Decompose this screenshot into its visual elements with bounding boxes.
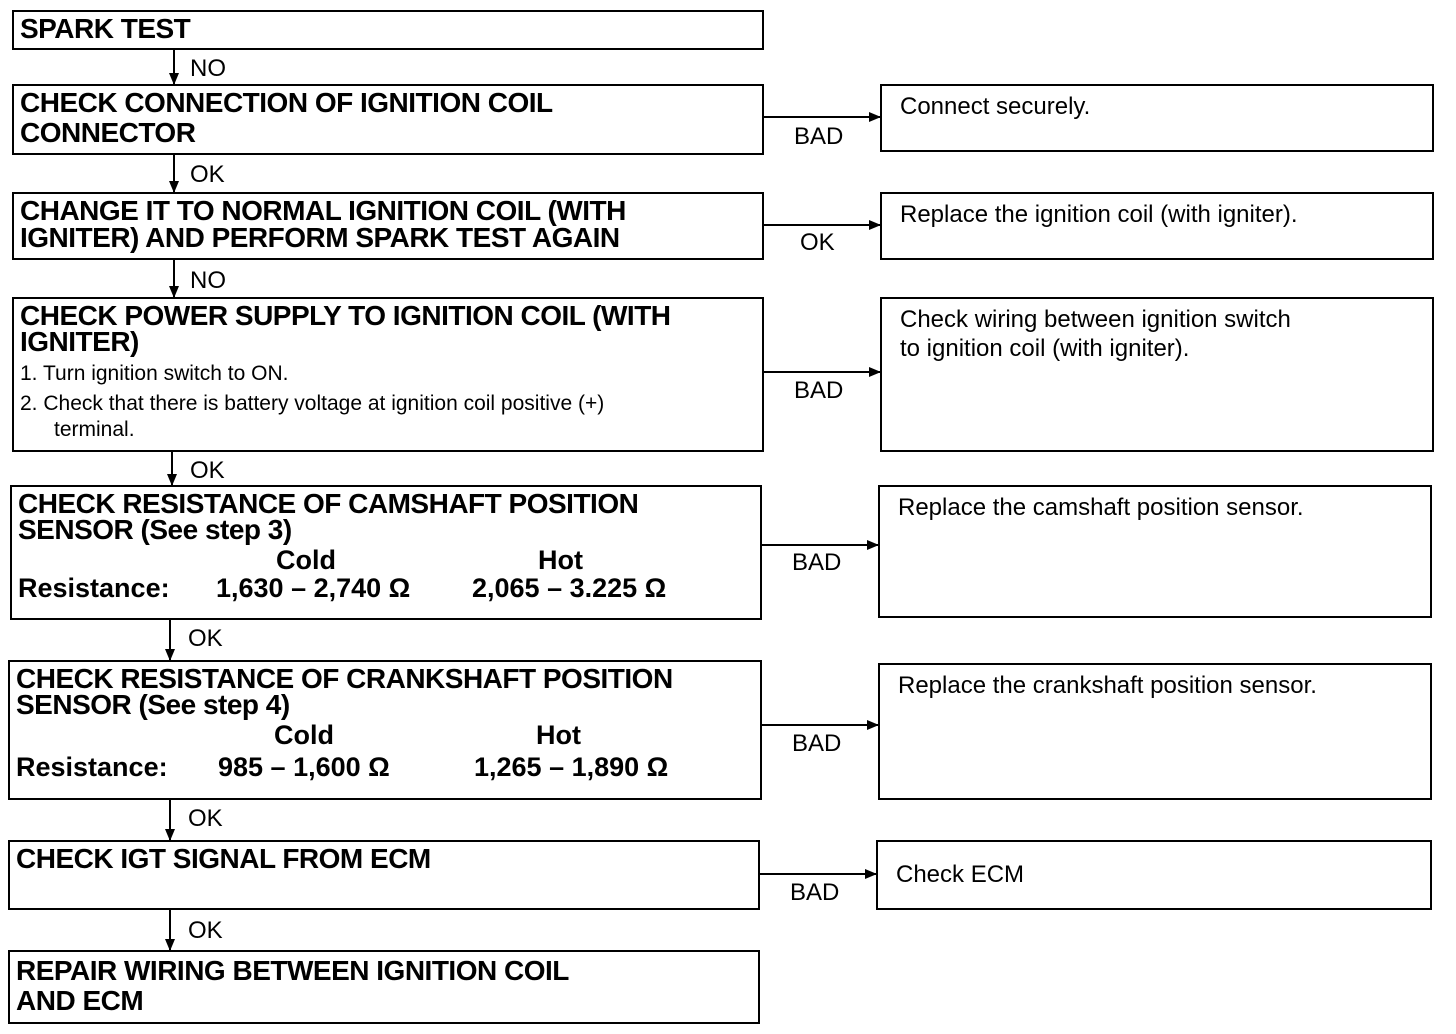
action-text: Replace the ignition coil (with igniter). bbox=[900, 201, 1298, 228]
hot-resistance-value: 1,265 – 1,890 Ω bbox=[474, 752, 669, 782]
action-text: Connect securely. bbox=[900, 93, 1091, 120]
side-label-3: BAD bbox=[794, 377, 844, 404]
cold-header: Cold bbox=[274, 720, 334, 750]
step-spark-test bbox=[12, 10, 764, 50]
step-instruction-continuation: terminal. bbox=[54, 418, 135, 441]
step-title-line: REPAIR WIRING BETWEEN IGNITION COIL bbox=[16, 955, 569, 986]
step-check-camshaft-sensor bbox=[10, 485, 762, 620]
action-text: Replace the camshaft position sensor. bbox=[898, 494, 1304, 521]
step-title: SPARK TEST bbox=[20, 13, 191, 44]
step-title-line: CHECK CONNECTION OF IGNITION COIL bbox=[20, 87, 553, 118]
down-label-4: OK bbox=[190, 457, 225, 484]
cold-resistance-value: 1,630 – 2,740 Ω bbox=[216, 573, 411, 603]
cold-header: Cold bbox=[276, 545, 336, 575]
step-check-crankshaft-sensor bbox=[8, 660, 762, 800]
step-instruction: 1. Turn ignition switch to ON. bbox=[20, 362, 289, 385]
step-title-line: CHECK POWER SUPPLY TO IGNITION COIL (WITH bbox=[20, 300, 671, 331]
down-label-5: OK bbox=[188, 625, 223, 652]
side-label-5: BAD bbox=[792, 730, 842, 757]
resistance-label: Resistance: bbox=[18, 573, 170, 603]
action-text: Replace the crankshaft position sensor. bbox=[898, 672, 1317, 699]
resistance-label: Resistance: bbox=[16, 752, 168, 782]
step-repair-wiring bbox=[8, 950, 760, 1024]
step-title-line: CONNECTOR bbox=[20, 117, 196, 148]
step-title-line: SENSOR (See step 3) bbox=[18, 514, 292, 545]
side-label-2: OK bbox=[800, 229, 835, 256]
step-title-line: SENSOR (See step 4) bbox=[16, 689, 290, 720]
hot-resistance-value: 2,065 – 3.225 Ω bbox=[472, 573, 667, 603]
action-replace-crankshaft-sensor bbox=[878, 663, 1432, 800]
step-title-line: CHANGE IT TO NORMAL IGNITION COIL (WITH bbox=[20, 195, 626, 226]
step-instruction bbox=[20, 417, 756, 443]
step-instruction: 2. Check that there is battery voltage at ignition coil positive (+) bbox=[20, 392, 605, 415]
down-label-1: NO bbox=[190, 55, 226, 82]
step-title-line: IGNITER) bbox=[20, 326, 139, 357]
step-check-igt-signal bbox=[8, 840, 760, 910]
step-title-line: AND ECM bbox=[16, 985, 144, 1016]
action-text: Check ECM bbox=[896, 861, 1025, 888]
action-text: to ignition coil (with igniter). bbox=[900, 335, 1190, 362]
action-text: Check wiring between ignition switch bbox=[900, 306, 1291, 333]
resistance-spec bbox=[18, 545, 754, 609]
step-change-ignition-coil bbox=[12, 192, 764, 260]
side-label-6: BAD bbox=[790, 879, 840, 906]
step-title-line: CHECK RESISTANCE OF CRANKSHAFT POSITION bbox=[16, 663, 673, 694]
side-label-1: BAD bbox=[794, 123, 844, 150]
down-label-6: OK bbox=[188, 805, 223, 832]
down-label-7: OK bbox=[188, 917, 223, 944]
step-title-line: IGNITER) AND PERFORM SPARK TEST AGAIN bbox=[20, 222, 620, 253]
hot-header: Hot bbox=[538, 545, 583, 575]
action-check-ecm bbox=[876, 840, 1432, 910]
resistance-spec bbox=[16, 720, 754, 786]
action-replace-ignition-coil bbox=[880, 192, 1434, 260]
step-check-connection bbox=[12, 84, 764, 155]
step-check-power-supply bbox=[12, 297, 764, 452]
hot-header: Hot bbox=[536, 720, 581, 750]
action-replace-camshaft-sensor bbox=[878, 485, 1432, 618]
down-label-2: OK bbox=[190, 161, 225, 188]
step-title-line: CHECK IGT SIGNAL FROM ECM bbox=[16, 843, 431, 874]
down-label-3: NO bbox=[190, 267, 226, 294]
step-title-line: CHECK RESISTANCE OF CAMSHAFT POSITION bbox=[18, 488, 639, 519]
action-check-wiring bbox=[880, 297, 1434, 452]
side-label-4: BAD bbox=[792, 549, 842, 576]
action-connect-securely bbox=[880, 84, 1434, 152]
cold-resistance-value: 985 – 1,600 Ω bbox=[218, 752, 390, 782]
